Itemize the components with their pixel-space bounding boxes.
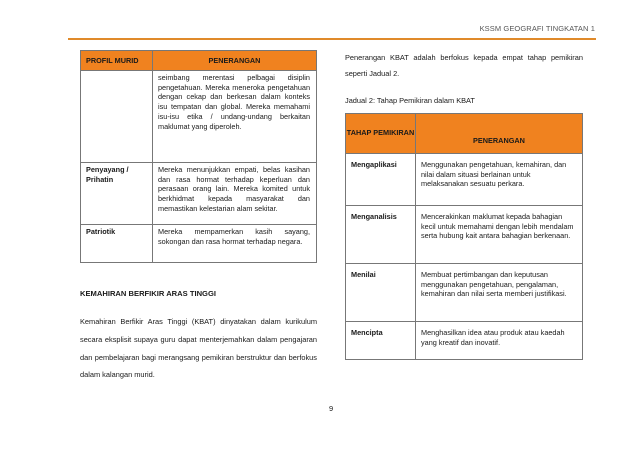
level-label: Menilai (346, 264, 416, 322)
profile-label: Patriotik (81, 225, 153, 263)
level-label: Mencipta (346, 322, 416, 360)
kbat-intro-paragraph: Penerangan KBAT adalah berfokus kepada empat tahap pemikiran seperti Jadual 2. (345, 53, 583, 78)
table-row (81, 163, 317, 225)
header-rule (68, 38, 596, 40)
column-header-level: TAHAP PEMIKIRAN (346, 114, 416, 154)
profile-description: seimbang merentasi pelbagai disiplin pengetahuan. Mereka meneroka pengetahuan dengan cekap dan berkesan dalam konteks isu tempatan dan global. Mereka memahami isu-isu etika / undang-undang berkaitan maklumat yang diperoleh. (153, 71, 317, 163)
kbat-paragraph: Kemahiran Berfikir Aras Tinggi (KBAT) dinyatakan dalam kurikulum secara eksplisit supaya guru dapat menterjemahkan dalam pengajaran dan pembelajaran bagi merangsang pemikiran berstruktur dan berfokus dalam kalangan murid. (80, 317, 317, 380)
table-row (346, 264, 583, 322)
thinking-levels-table (345, 113, 583, 360)
table-row (81, 225, 317, 263)
level-description: Menghasilkan idea atau produk atau kaedah yang kreatif dan inovatif. (416, 322, 583, 360)
table-row (346, 206, 583, 264)
column-header-description: PENERANGAN (416, 114, 583, 154)
table-caption: Jadual 2: Tahap Pemikiran dalam KBAT (345, 96, 475, 105)
table-header-row (346, 114, 583, 154)
column-header-profile: PROFIL MURID (81, 51, 153, 71)
running-header: KSSM GEOGRAFI TINGKATAN 1 (479, 24, 595, 33)
table-row (81, 71, 317, 163)
table-row (346, 322, 583, 360)
profile-description: Mereka menunjukkan empati, belas kasihan dan rasa hormat terhadap keperluan dan perasaan orang lain. Mereka komited untuk berkhidmat kepada masyarakat dan memastikan kelestarian alam sekitar. (153, 163, 317, 225)
table-row (346, 154, 583, 206)
table-header-row (81, 51, 317, 71)
student-profile-table (80, 50, 317, 263)
profile-label: Penyayang / Prihatin (81, 163, 153, 225)
page-number: 9 (329, 404, 334, 413)
level-description: Menggunakan pengetahuan, kemahiran, dan nilai dalam situasi berlainan untuk melaksanakan sesuatu perkara. (416, 154, 583, 206)
level-description: Membuat pertimbangan dan keputusan menggunakan pengetahuan, pengalaman, kemahiran dan nilai serta memberi justifikasi. (416, 264, 583, 322)
level-description: Mencerakinkan maklumat kepada bahagian kecil untuk memahami dengan lebih mendalam serta hubung kait antara bahagian berkenaan. (416, 206, 583, 264)
column-header-description: PENERANGAN (153, 51, 317, 71)
profile-label (81, 71, 153, 163)
level-label: Mengaplikasi (346, 154, 416, 206)
section-title: KEMAHIRAN BERFIKIR ARAS TINGGI (80, 289, 216, 298)
profile-description: Mereka mempamerkan kasih sayang, sokongan dan rasa hormat terhadap negara. (153, 225, 317, 263)
level-label: Menganalisis (346, 206, 416, 264)
